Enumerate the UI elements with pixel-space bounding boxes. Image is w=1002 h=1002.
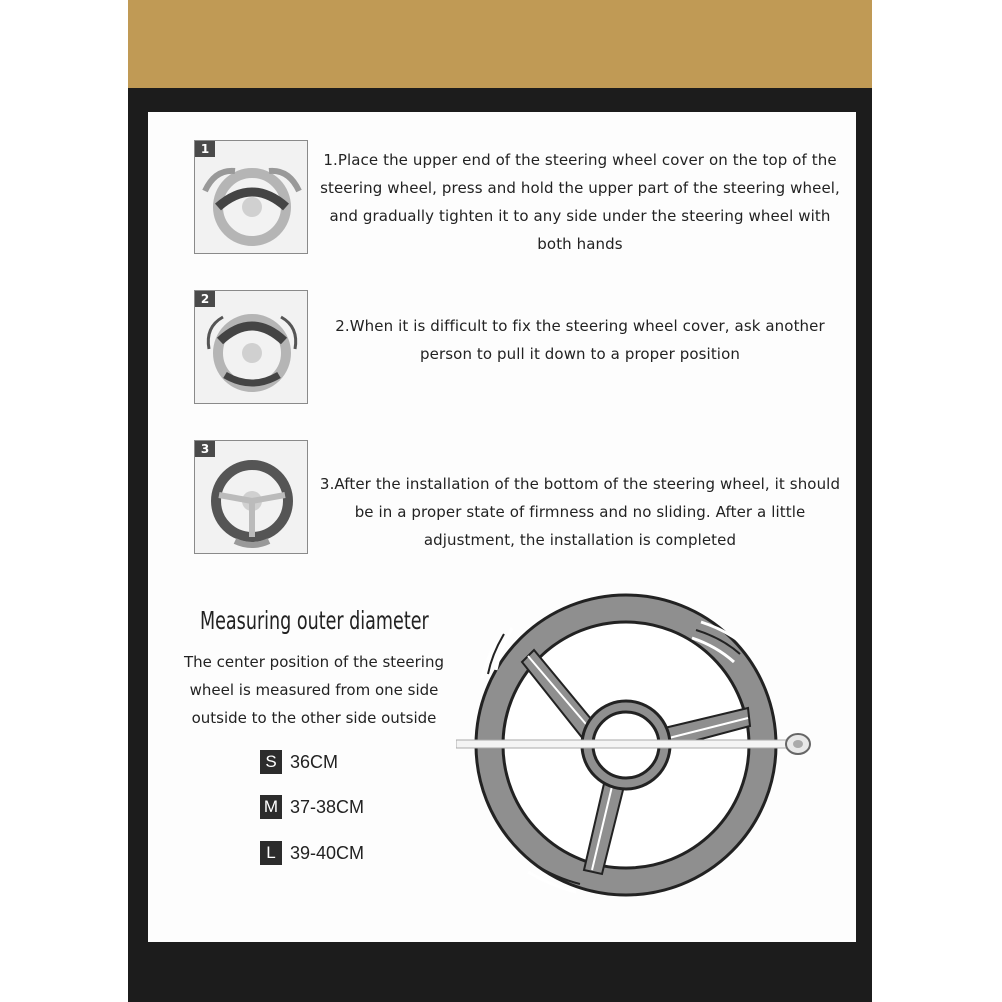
hands-install-icon	[195, 141, 308, 254]
gold-header-band	[128, 0, 872, 88]
size-value: 37-38CM	[290, 796, 365, 817]
measure-description: The center position of the steering wheel is measured from one side outside to the other side outside	[183, 653, 444, 727]
size-value: 39-40CM	[290, 842, 365, 863]
size-letter-badge: S	[260, 750, 282, 774]
step-2-illustration	[194, 290, 308, 404]
installed-wheel-icon	[195, 441, 308, 554]
measure-title: Measuring outer diameter	[200, 606, 429, 635]
step-3-text: 3.After the installation of the bottom of the steering wheel, it should be in a proper state of firmness and no sliding. After a little adjustment, the installation is completed	[319, 475, 841, 549]
size-letter-badge: L	[260, 841, 282, 865]
size-row-m	[260, 795, 364, 819]
step-number: 1	[195, 141, 215, 157]
size-row-s	[260, 750, 338, 774]
step-1-text: 1.Place the upper end of the steering wheel cover on the top of the steering wheel, press and hold the upper part of the steering wheel, and gradually tighten it to any side under the steering wheel with both hands	[320, 151, 840, 253]
size-value: 36CM	[290, 751, 339, 772]
step-3-illustration	[194, 440, 308, 554]
steering-wheel-diagram	[456, 580, 816, 920]
step-number: 2	[195, 291, 215, 307]
step-number: 3	[195, 441, 215, 457]
step-2-text: 2.When it is difficult to fix the steering wheel cover, ask another person to pull it down to a proper position	[335, 317, 825, 363]
step-1-illustration	[194, 140, 308, 254]
size-letter-badge: M	[260, 795, 282, 819]
pull-cover-icon	[195, 291, 308, 404]
size-row-l	[260, 841, 364, 865]
